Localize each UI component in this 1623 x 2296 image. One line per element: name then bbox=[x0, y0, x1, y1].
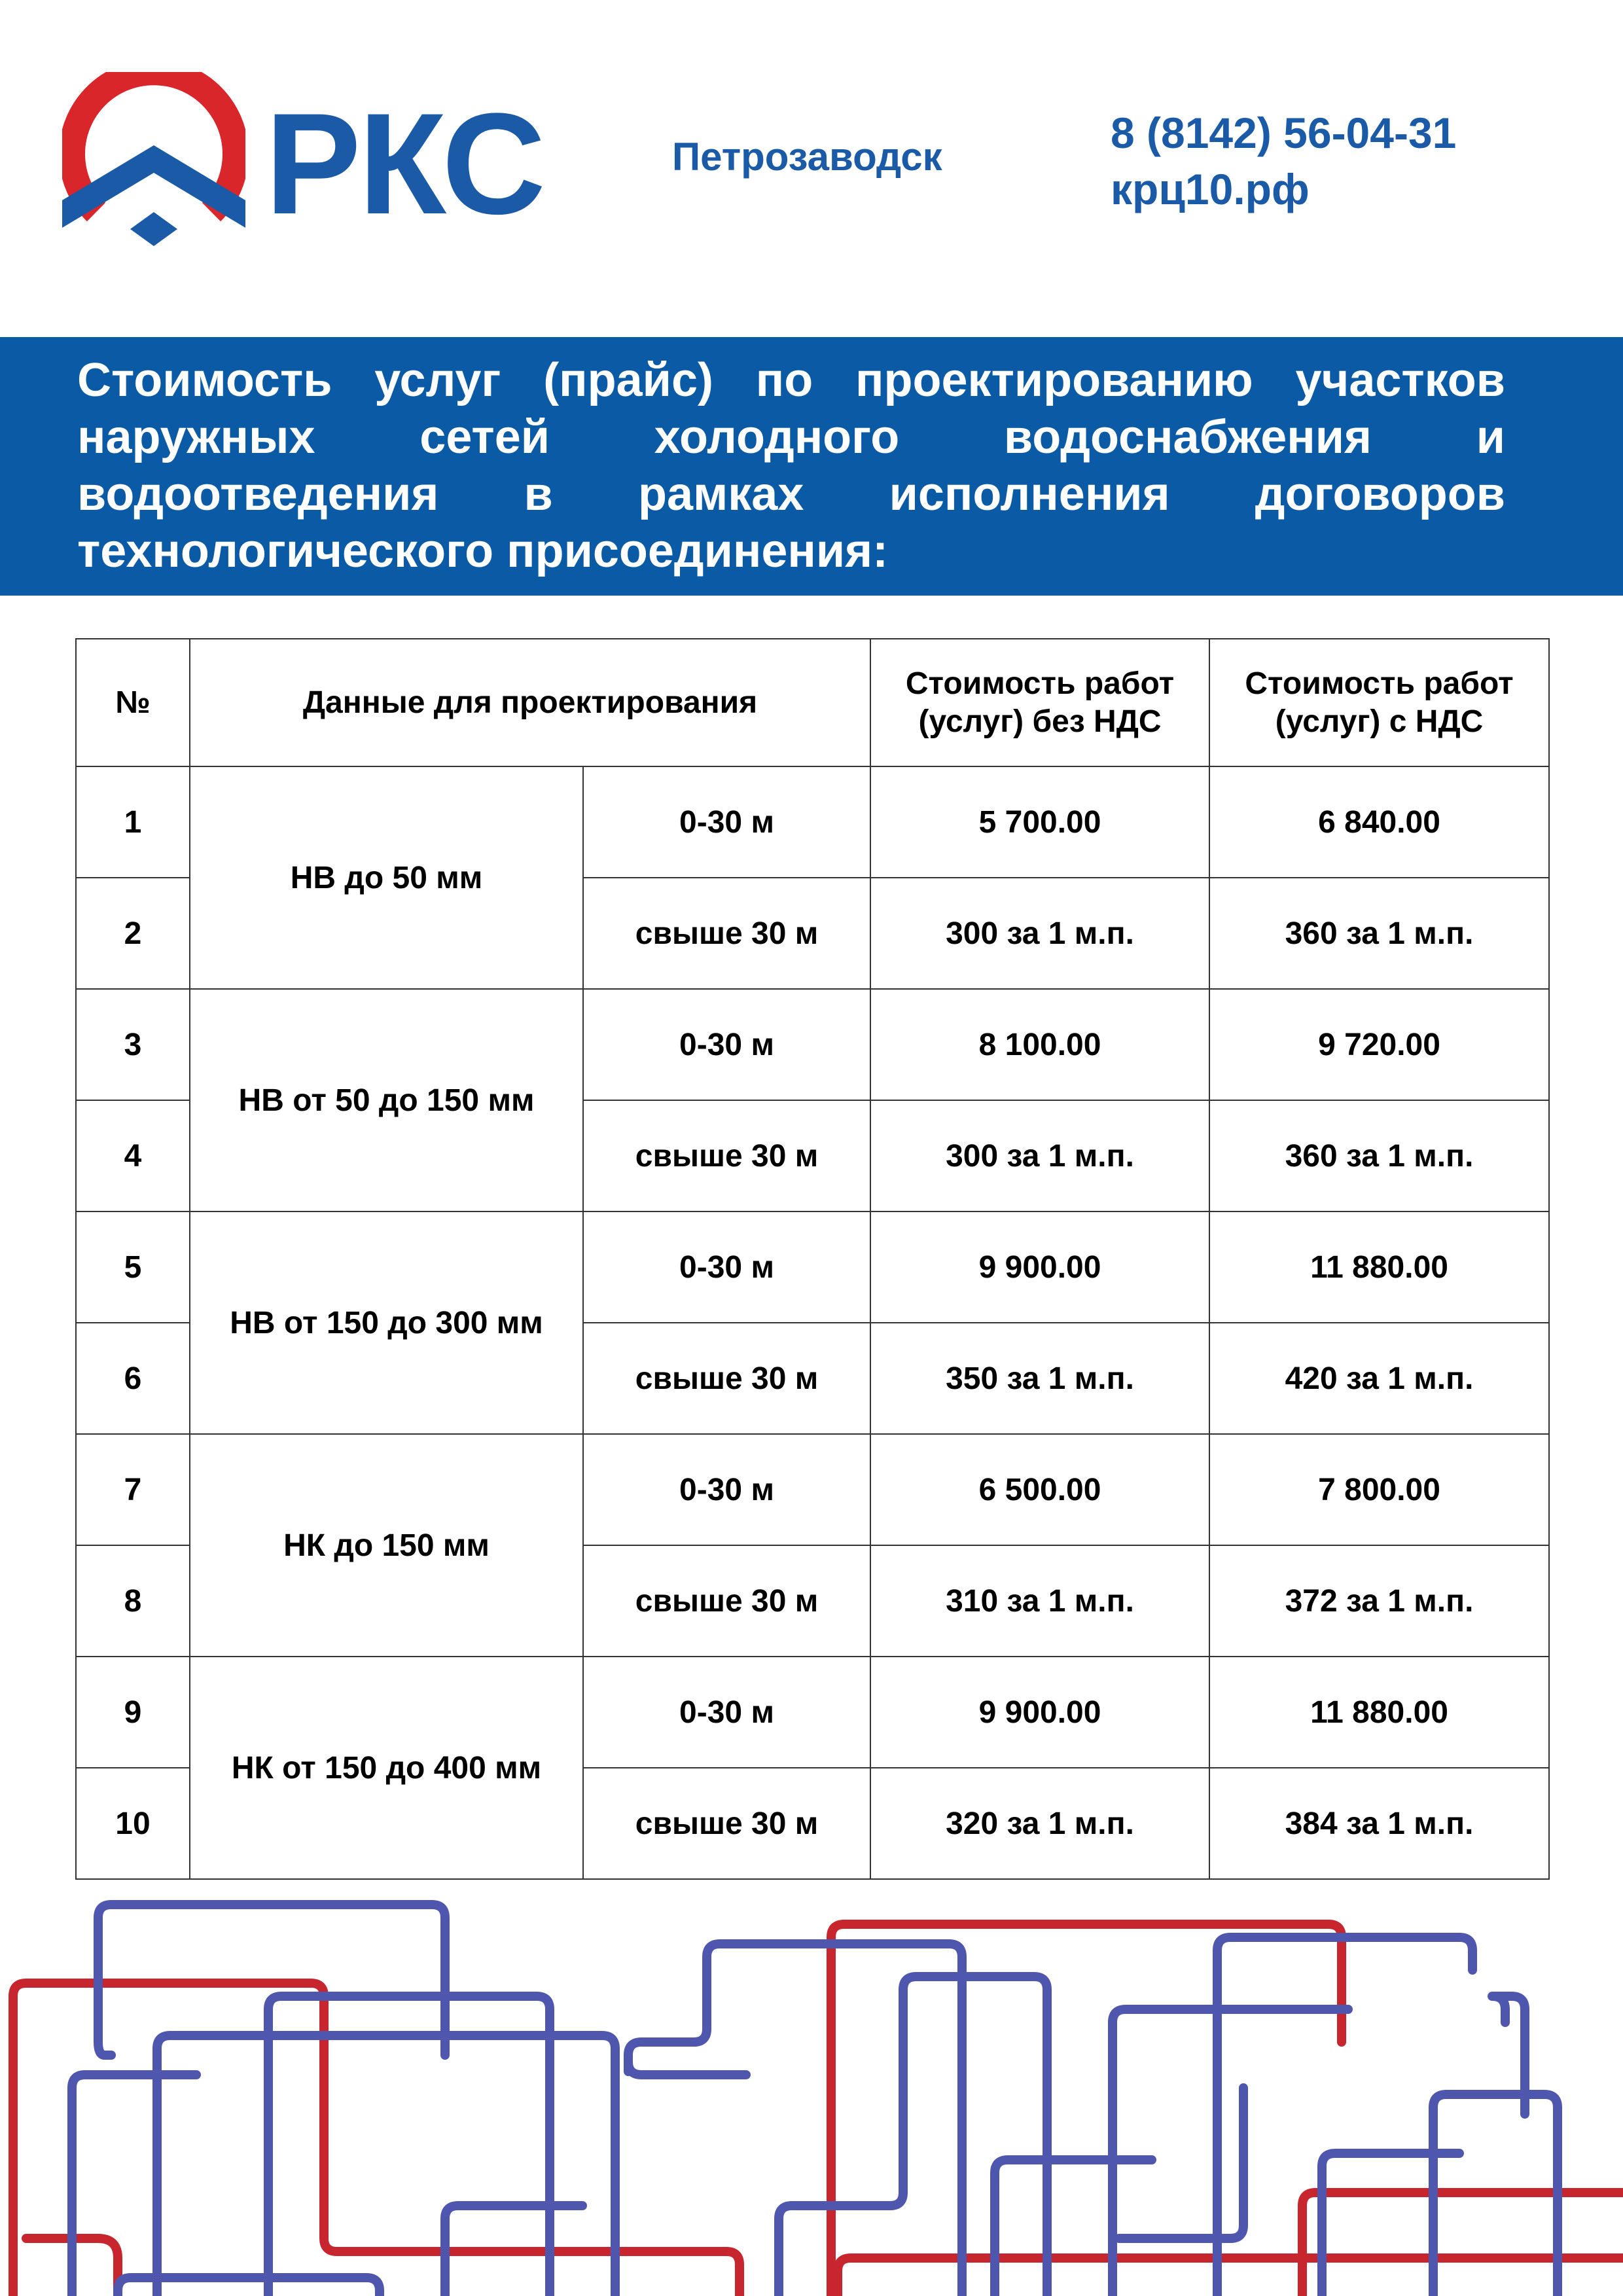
price-no-vat: 300 за 1 м.п. bbox=[870, 1100, 1209, 1211]
price-vat: 360 за 1 м.п. bbox=[1209, 878, 1549, 989]
table-row bbox=[76, 1434, 1549, 1545]
length-range: 0-30 м bbox=[583, 1657, 870, 1768]
phone-number[interactable]: 8 (8142) 56-04-31 bbox=[1111, 109, 1457, 157]
length-range: свыше 30 м bbox=[583, 1100, 870, 1211]
brand-name: РКС bbox=[265, 83, 543, 244]
pipe-group-name: НВ до 50 мм bbox=[190, 766, 583, 989]
table-row bbox=[76, 989, 1549, 1100]
rks-logo-icon bbox=[62, 72, 245, 255]
length-range: свыше 30 м bbox=[583, 1323, 870, 1434]
pipes-decoration bbox=[0, 1892, 1623, 2296]
city-name: Петрозаводск bbox=[672, 135, 942, 179]
length-range: 0-30 м bbox=[583, 989, 870, 1100]
price-vat: 372 за 1 м.п. bbox=[1209, 1545, 1549, 1657]
header-price-no-vat: Стоимость работ (услуг) без НДС bbox=[870, 639, 1209, 766]
row-number: 5 bbox=[76, 1211, 190, 1323]
price-vat: 9 720.00 bbox=[1209, 989, 1549, 1100]
pipe-line bbox=[628, 1944, 962, 2296]
contact-block bbox=[1111, 105, 1456, 217]
price-no-vat: 5 700.00 bbox=[870, 766, 1209, 878]
price-no-vat: 9 900.00 bbox=[870, 1211, 1209, 1323]
price-vat: 11 880.00 bbox=[1209, 1657, 1549, 1768]
page-header bbox=[0, 0, 1623, 337]
row-number: 6 bbox=[76, 1323, 190, 1434]
price-vat: 6 840.00 bbox=[1209, 766, 1549, 878]
pipe-group-name: НВ от 150 до 300 мм bbox=[190, 1211, 583, 1434]
pipe-line bbox=[13, 1983, 740, 2296]
row-number: 1 bbox=[76, 766, 190, 878]
length-range: свыше 30 м bbox=[583, 1768, 870, 1879]
price-no-vat: 320 за 1 м.п. bbox=[870, 1768, 1209, 1879]
table-row bbox=[76, 1211, 1549, 1323]
pipe-line bbox=[779, 1977, 1047, 2296]
pipe-line bbox=[72, 2075, 196, 2296]
price-no-vat: 300 за 1 м.п. bbox=[870, 878, 1209, 989]
price-vat: 420 за 1 м.п. bbox=[1209, 1323, 1549, 1434]
price-vat: 360 за 1 м.п. bbox=[1209, 1100, 1549, 1211]
pipe-line bbox=[838, 2258, 1623, 2296]
price-no-vat: 6 500.00 bbox=[870, 1434, 1209, 1545]
table-header-row bbox=[76, 639, 1549, 766]
page-title: Стоимость услуг (прайс) по проектированию участков наружных сетей холодного водоснабжения и водоотведения в рамках исполнения договоров технологического присоединения: bbox=[77, 354, 1505, 577]
row-number: 4 bbox=[76, 1100, 190, 1211]
table-row bbox=[76, 766, 1549, 878]
row-number: 2 bbox=[76, 878, 190, 989]
price-table bbox=[75, 638, 1550, 1880]
price-vat: 11 880.00 bbox=[1209, 1211, 1549, 1323]
pipe-line bbox=[628, 2062, 746, 2075]
length-range: свыше 30 м bbox=[583, 1545, 870, 1657]
pipe-line bbox=[1322, 2153, 1459, 2296]
length-range: 0-30 м bbox=[583, 1434, 870, 1545]
pipe-line bbox=[995, 2160, 1152, 2296]
pipe-line bbox=[1302, 2193, 1623, 2296]
price-no-vat: 8 100.00 bbox=[870, 989, 1209, 1100]
price-no-vat: 310 за 1 м.п. bbox=[870, 1545, 1209, 1657]
row-number: 7 bbox=[76, 1434, 190, 1545]
header-number: № bbox=[76, 639, 190, 766]
length-range: свыше 30 м bbox=[583, 878, 870, 989]
price-no-vat: 350 за 1 м.п. bbox=[870, 1323, 1209, 1434]
row-number: 8 bbox=[76, 1545, 190, 1657]
website-link[interactable]: крц10.рф bbox=[1111, 165, 1310, 213]
row-number: 9 bbox=[76, 1657, 190, 1768]
header-design-data: Данные для проектирования bbox=[190, 639, 870, 766]
row-number: 3 bbox=[76, 989, 190, 1100]
table-row bbox=[76, 1657, 1549, 1768]
length-range: 0-30 м bbox=[583, 766, 870, 878]
pipe-group-name: НВ от 50 до 150 мм bbox=[190, 989, 583, 1211]
price-no-vat: 9 900.00 bbox=[870, 1657, 1209, 1768]
header-price-vat: Стоимость работ (услуг) с НДС bbox=[1209, 639, 1549, 766]
row-number: 10 bbox=[76, 1768, 190, 1879]
pipe-group-name: НК от 150 до 400 мм bbox=[190, 1657, 583, 1879]
pipe-line bbox=[1113, 2009, 1348, 2296]
length-range: 0-30 м bbox=[583, 1211, 870, 1323]
pipe-group-name: НК до 150 мм bbox=[190, 1434, 583, 1657]
price-vat: 7 800.00 bbox=[1209, 1434, 1549, 1545]
price-vat: 384 за 1 м.п. bbox=[1209, 1768, 1549, 1879]
